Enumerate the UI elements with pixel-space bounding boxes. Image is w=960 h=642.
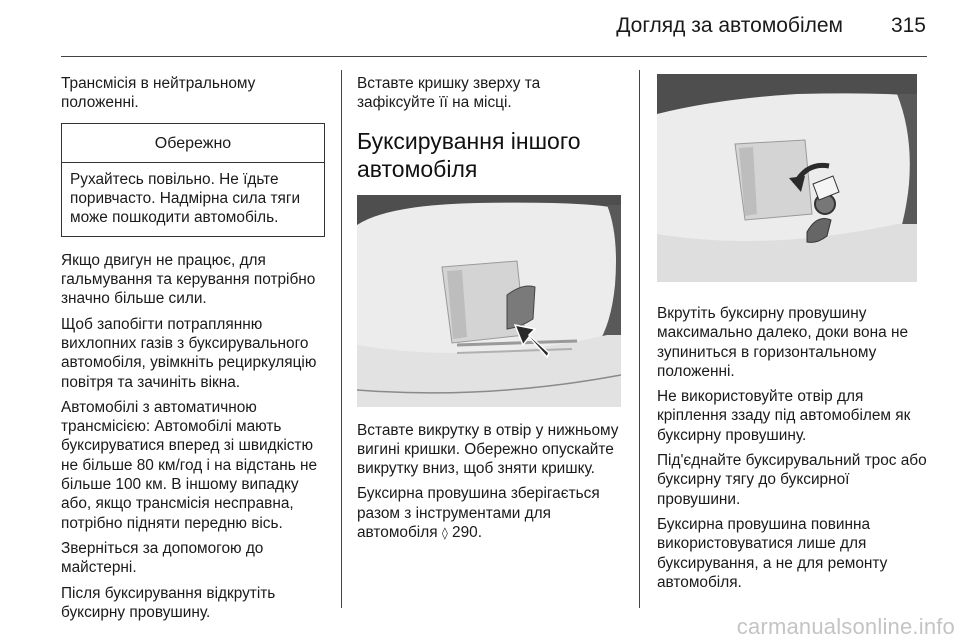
paragraph: Не використовуйте отвір для кріплення ззаду під автомобілем як буксирну провушину. [657, 388, 911, 444]
paragraph: Якщо двигун не працює, для гальмування та керування потрібно значно більше сили. [61, 251, 316, 308]
column-divider-left [341, 70, 342, 608]
paragraph: Вкрутіть буксирну провушину максимально далеко, доки вона не зупиниться в горизонтальному положенні. [657, 305, 909, 380]
page-reference[interactable]: 290. [452, 524, 482, 542]
tow-eye-illustration [657, 74, 917, 282]
bumper-cover-illustration [357, 195, 621, 407]
page-title: Догляд за автомобілем [616, 14, 843, 37]
header-divider [61, 56, 927, 57]
column-2 [357, 74, 621, 549]
paragraph: Під'єднайте буксирувальний трос або буксирну тягу до буксирної провушини. [657, 452, 927, 508]
intro-text: Трансмісія в нейтральному положенні. [61, 75, 256, 112]
paragraph-text: Буксирна провушина зберігається разом з інструментами для автомобіля [357, 485, 600, 542]
page-reference-icon: ◊ [441, 526, 448, 541]
tow-eye-figure [657, 74, 917, 282]
paragraph: Після буксирування відкрутіть буксирну провушину. [61, 584, 276, 621]
bumper-cover-figure [357, 195, 621, 407]
caution-text: Рухайтесь повільно. Не їдьте поривчасто. Надмірна сила тяги може пошкодити автомобіль. [70, 170, 301, 227]
paragraph: Вставте викрутку в отвір у нижньому вигині кришки. Обережно опускайте викрутку вниз, щоб зняти кришку. [357, 421, 619, 478]
caution-title: Обережно [62, 124, 324, 163]
page-number: 315 [890, 14, 926, 37]
column-1 [61, 74, 325, 628]
paragraph: Буксирна провушина повинна використовуватися лише для буксирування, а не для ремонту автомобіля. [657, 515, 888, 591]
paragraph [357, 484, 621, 543]
caution-box [61, 123, 325, 237]
paragraph: Щоб запобігти потраплянню вихлопних газів з буксирувального автомобіля, увімкніть рециркуляцію повітря та зачиніть вікна. [61, 315, 317, 391]
watermark-text: carmanualsonline.info [736, 614, 955, 639]
column-divider-right [639, 70, 640, 608]
column-3 [657, 74, 927, 598]
section-heading: Буксирування іншого автомобіля [357, 127, 581, 182]
paragraph: Зверніться за допомогою до майстерні. [61, 539, 264, 577]
intro-text: Вставте кришку зверху та зафіксуйте її на місці. [357, 75, 541, 112]
paragraph: Автомобілі з автоматичною трансмісією: Автомобілі мають буксируватися вперед зі швидкістю не більше 80 км/год і на відстань не більше 100 км. В іншому випадку або, якщо трансмісія несправна, потрібно підняти передню вісь. [61, 398, 318, 532]
